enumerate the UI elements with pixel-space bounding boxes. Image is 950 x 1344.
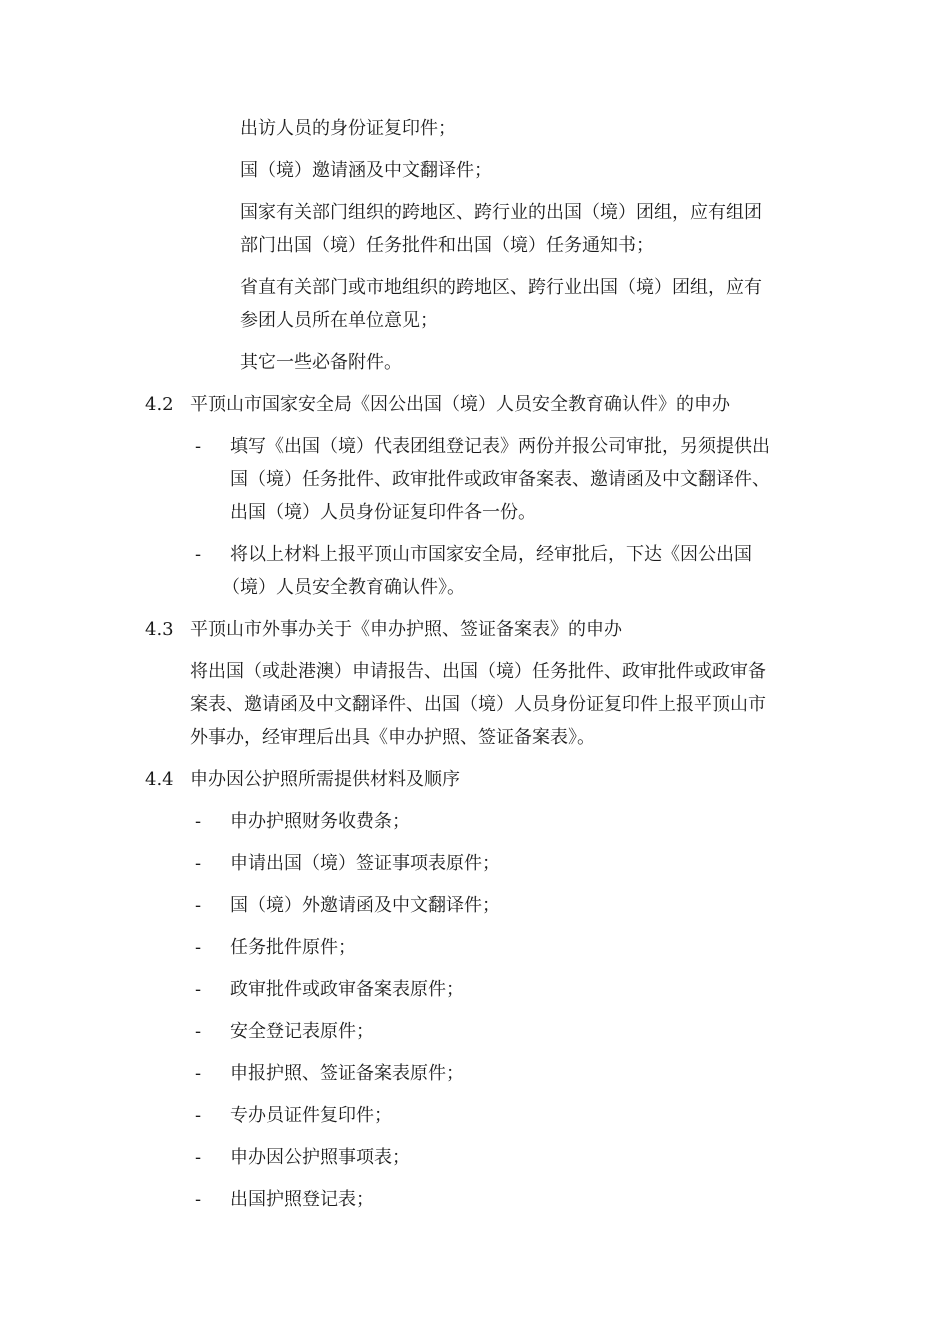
intro-item-3-line2: 部门出国（境）任务批件和出国（境）任务通知书； [240, 235, 654, 256]
s44-item: 国（境）外邀请函及中文翻译件； [230, 895, 500, 916]
dash-marker: - [195, 1063, 202, 1084]
s43-body-line2: 案表、邀请函及中文翻译件、出国（境）人员身份证复印件上报平顶山市 [190, 694, 766, 715]
dash-marker: - [195, 1021, 202, 1042]
s42-bullet1-line1: 填写《出国（境）代表团组登记表》两份并报公司审批，另须提供出 [230, 436, 770, 457]
dash-marker: - [195, 811, 202, 832]
dash-marker: - [195, 895, 202, 916]
intro-item-2: 国（境）邀请涵及中文翻译件； [240, 160, 492, 181]
s43-body-line1: 将出国（或赴港澳）申请报告、出国（境）任务批件、政审批件或政审备 [190, 661, 766, 682]
s42-bullet2-line1: 将以上材料上报平顶山市国家安全局，经审批后，下达《因公出国 [230, 544, 752, 565]
s42-bullet2-line2: （境）人员安全教育确认件》。 [222, 577, 465, 598]
dash-marker: - [195, 544, 202, 565]
s44-item: 申请出国（境）签证事项表原件； [230, 853, 500, 874]
section-4-2-number: 4.2 [145, 394, 174, 415]
dash-marker: - [195, 1147, 202, 1168]
intro-item-1: 出访人员的身份证复印件； [240, 118, 456, 139]
section-4-4-number: 4.4 [145, 769, 174, 790]
section-4-3-number: 4.3 [145, 619, 174, 640]
s44-item: 出国护照登记表； [230, 1189, 374, 1210]
dash-marker: - [195, 853, 202, 874]
s44-item: 政审批件或政审备案表原件； [230, 979, 464, 1000]
s44-item: 申办护照财务收费条； [230, 811, 410, 832]
dash-marker: - [195, 436, 202, 457]
dash-marker: - [195, 1105, 202, 1126]
dash-marker: - [195, 979, 202, 1000]
section-4-4-title: 申办因公护照所需提供材料及顺序 [190, 769, 460, 790]
dash-marker: - [195, 1189, 202, 1210]
s44-item: 专办员证件复印件； [230, 1105, 392, 1126]
section-4-3-title: 平顶山市外事办关于《申办护照、签证备案表》的申办 [190, 619, 622, 640]
s42-bullet1-line2: 国（境）任务批件、政审批件或政审备案表、邀请函及中文翻译件、 [230, 469, 770, 490]
s44-item: 申办因公护照事项表； [230, 1147, 410, 1168]
s44-item: 安全登记表原件； [230, 1021, 374, 1042]
s44-item: 任务批件原件； [230, 937, 356, 958]
intro-item-3-line1: 国家有关部门组织的跨地区、跨行业的出国（境）团组，应有组团 [240, 202, 762, 223]
s43-body-line3: 外事办，经审理后出具《申办护照、签证备案表》。 [190, 727, 595, 748]
intro-item-4-line1: 省直有关部门或市地组织的跨地区、跨行业出国（境）团组，应有 [240, 277, 762, 298]
intro-item-4-line2: 参团人员所在单位意见； [240, 310, 438, 331]
section-4-2-title: 平顶山市国家安全局《因公出国（境）人员安全教育确认件》的申办 [190, 394, 730, 415]
intro-item-5: 其它一些必备附件。 [240, 352, 402, 373]
s44-item: 申报护照、签证备案表原件； [230, 1063, 464, 1084]
s42-bullet1-line3: 出国（境）人员身份证复印件各一份。 [230, 502, 536, 523]
dash-marker: - [195, 937, 202, 958]
